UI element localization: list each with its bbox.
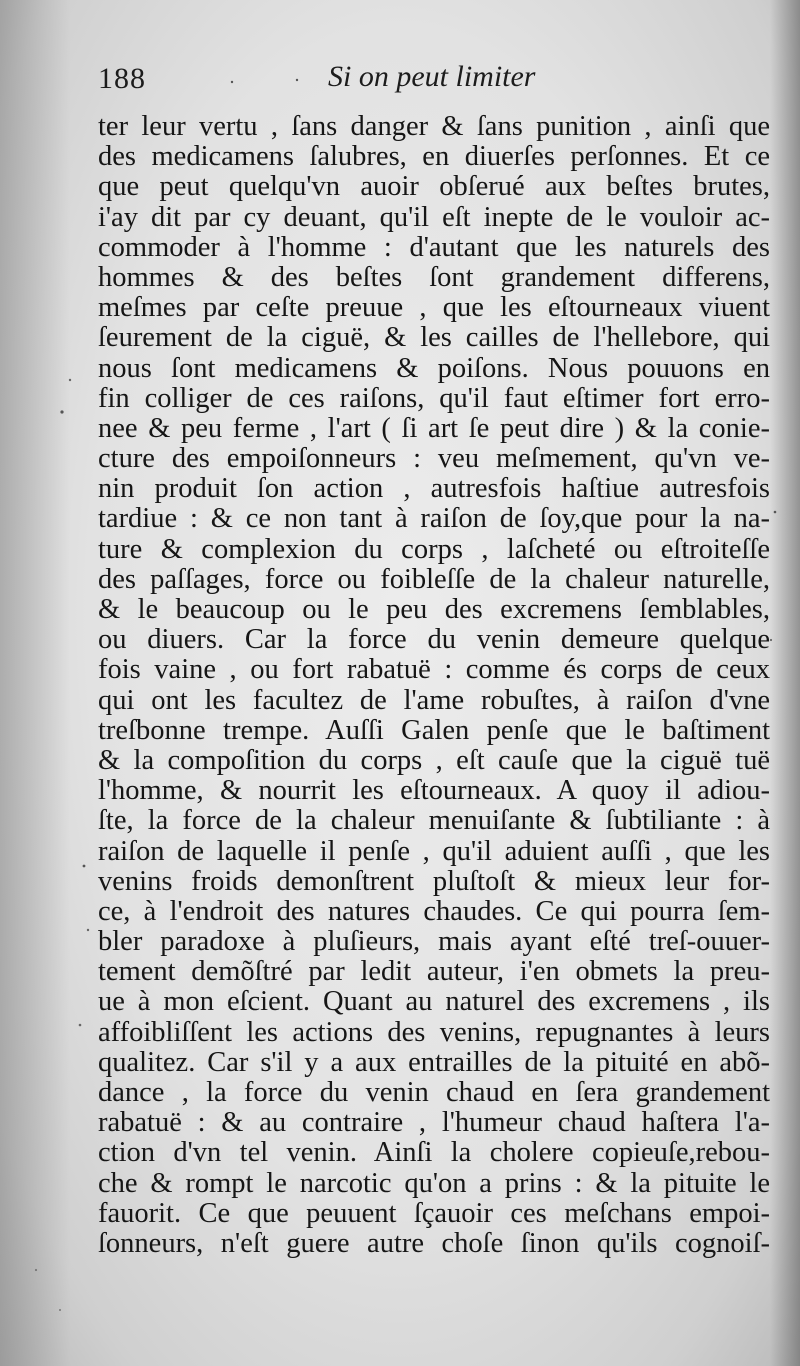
- text-line: des paſſages, force ou foibleſſe de la chaleur naturelle,: [98, 563, 770, 595]
- text-line: & la compoſition du corps , eſt cauſe que la ciguë tuë: [98, 744, 770, 776]
- text-line: que peut quelqu'vn auoir obſerué aux beſtes brutes,: [98, 171, 770, 203]
- body-text: [98, 112, 770, 1259]
- text-line: raiſon de laquelle il penſe , qu'il aduient auſſi , que les: [98, 835, 770, 867]
- text-line: tardiue : & ce non tant à raiſon de ſoy,que pour la na-: [98, 503, 770, 535]
- text-line: venins froids demonſtrent pluſtoſt & mieux leur for-: [98, 865, 770, 897]
- text-line: ce, à l'endroit des natures chaudes. Ce qui pourra ſem-: [98, 895, 770, 927]
- text-line: nous ſont medicamens & poiſons. Nous pouuons en: [98, 352, 770, 384]
- text-line: nin produit ſon action , autresfois haſtiue autresfois: [98, 473, 770, 505]
- text-line: rabatuë : & au contraire , l'humeur chaud haſtera l'a-: [98, 1107, 770, 1139]
- text-line: qualitez. Car s'il y a aux entrailles de la pituité en abõ-: [98, 1046, 770, 1078]
- text-line: fois vaine , ou fort rabatuë : comme és corps de ceux: [98, 654, 770, 686]
- text-line: ſonneurs, n'eſt guere autre choſe ſinon qu'ils cognoiſ-: [98, 1227, 770, 1259]
- gutter-shadow: [0, 0, 70, 1366]
- text-line: bler paradoxe à pluſieurs, mais ayant eſté treſ-ouuer-: [98, 926, 770, 958]
- text-line: qui ont les facultez de l'ame robuſtes, à raiſon d'vne: [98, 684, 770, 716]
- text-line: hommes & des beſtes ſont grandement differens,: [98, 261, 770, 293]
- text-line: ſeurement de la ciguë, & les cailles de l'hellebore, qui: [98, 322, 770, 354]
- page-header: [96, 58, 776, 98]
- page-edge-shadow: [770, 0, 800, 1366]
- text-line: ue à mon eſcient. Quant au naturel des excremens , ils: [98, 986, 770, 1018]
- text-line: affoibliſſent les actions des venins, repugnantes à leurs: [98, 1016, 770, 1048]
- text-line: ction d'vn tel venin. Ainſi la cholere copieuſe,rebou-: [98, 1137, 770, 1169]
- text-line: commoder à l'homme : d'autant que les naturels des: [98, 231, 770, 263]
- running-head: Si on peut limiter: [328, 60, 536, 93]
- text-line: tement demõſtré par ledit auteur, i'en obmets la preu-: [98, 956, 770, 988]
- text-line: meſmes par ceſte preuue , que les eſtourneaux viuent: [98, 292, 770, 324]
- text-line: des medicamens ſalubres, en diuerſes perſonnes. Et ce: [98, 141, 770, 173]
- page-number: 188: [98, 62, 146, 95]
- text-line: ture & complexion du corps , laſcheté ou eſtroiteſſe: [98, 533, 770, 565]
- text-line: fin colliger de ces raiſons, qu'il faut eſtimer fort erro-: [98, 382, 770, 414]
- text-line: ter leur vertu , ſans danger & ſans punition , ainſi que: [98, 111, 770, 142]
- text-line: fauorit. Ce que peuuent ſçauoir ces meſchans empoi-: [98, 1197, 770, 1229]
- text-line: ſte, la force de la chaleur menuiſante & ſubtiliante : à: [98, 805, 770, 837]
- text-line: ou diuers. Car la force du venin demeure quelque: [98, 624, 770, 656]
- text-line: treſbonne trempe. Auſſi Galen penſe que le baſtiment: [98, 714, 770, 746]
- text-line: i'ay dit par cy deuant, qu'il eſt inepte de le vouloir ac-: [98, 201, 770, 233]
- text-line: che & rompt le narcotic qu'on a prins : & la pituite le: [98, 1167, 770, 1199]
- text-line: cture des empoiſonneurs : veu meſmement, qu'vn ve-: [98, 443, 770, 475]
- text-line: dance , la force du venin chaud en ſera grandement: [98, 1077, 770, 1108]
- text-line: & le beaucoup ou le peu des excremens ſemblables,: [98, 594, 770, 625]
- text-line: l'homme, & nourrit les eſtourneaux. A quoy il adiou-: [98, 775, 770, 807]
- text-line: nee & peu ferme , l'art ( ſi art ſe peut dire ) & la conie-: [98, 412, 770, 444]
